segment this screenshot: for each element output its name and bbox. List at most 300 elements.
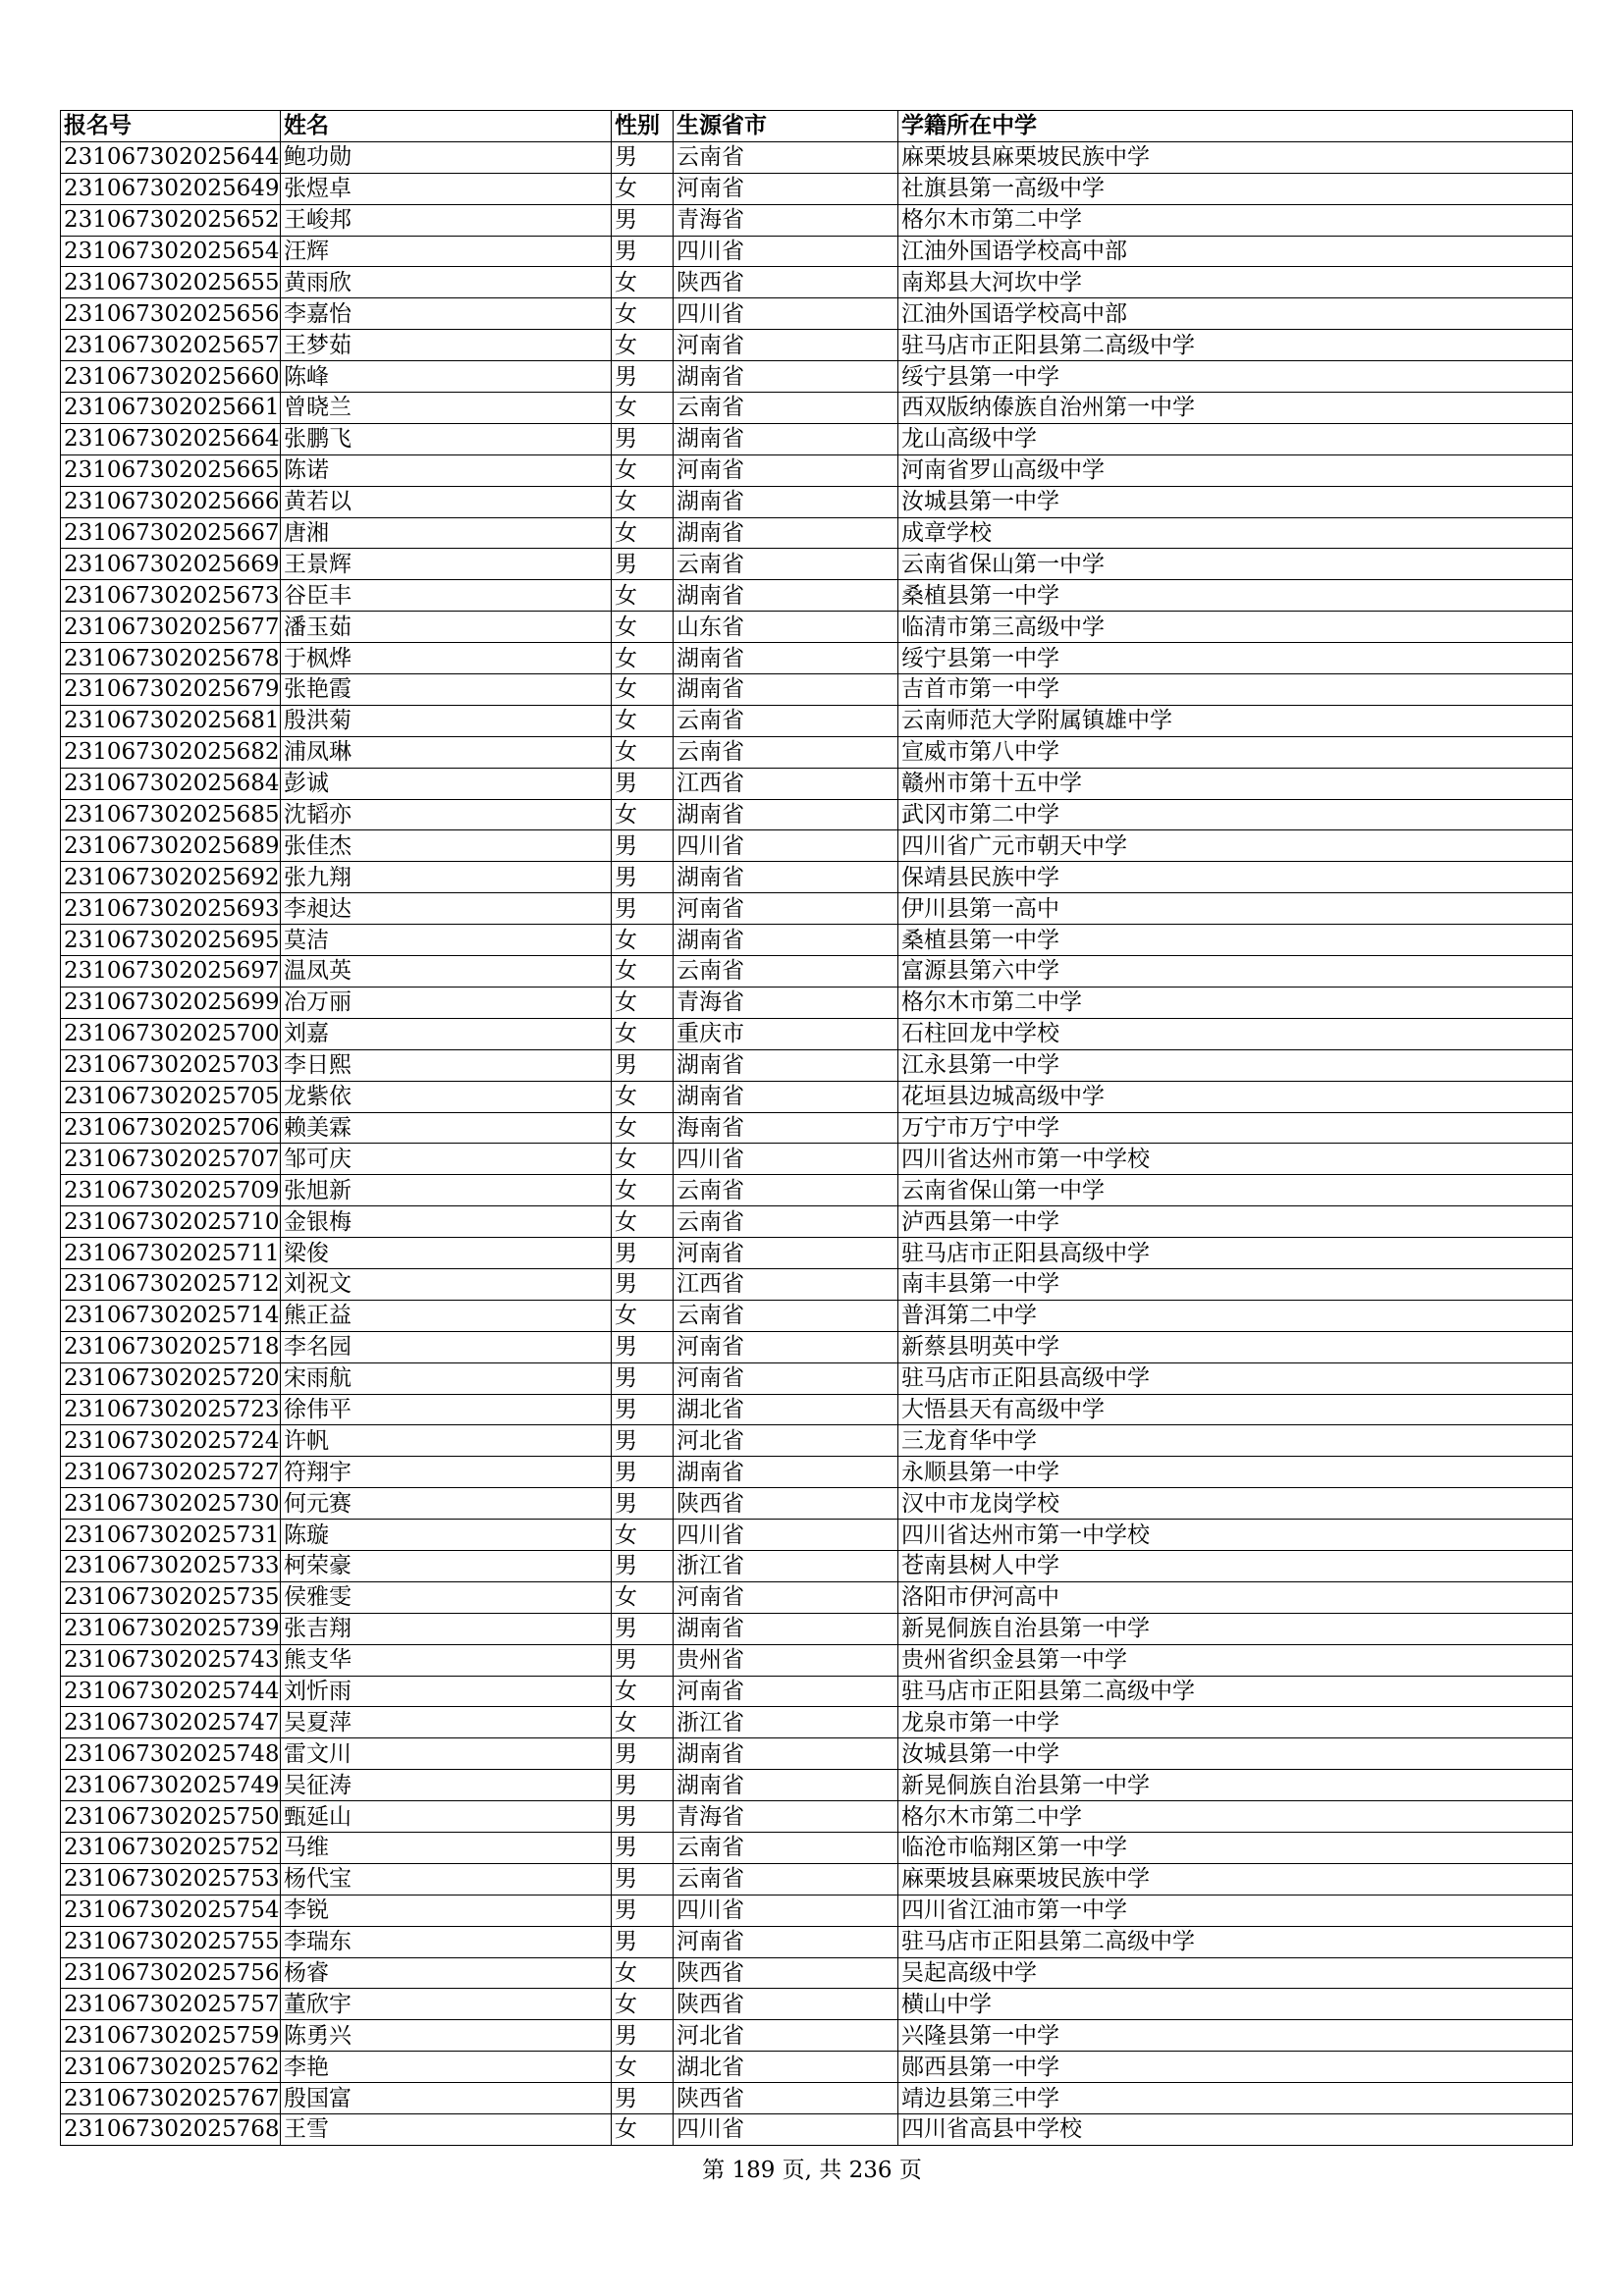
name-cell: 刘忻雨 <box>281 1676 612 1707</box>
table-row <box>61 204 1573 236</box>
table-row <box>61 925 1573 956</box>
registration-number-cell: 231067302025752 <box>61 1832 281 1863</box>
province-cell: 云南省 <box>674 705 898 736</box>
name-cell: 龙紫依 <box>281 1081 612 1112</box>
table-row <box>61 1268 1573 1300</box>
header-registration-number: 报名号 <box>61 111 281 142</box>
province-cell: 河南省 <box>674 454 898 486</box>
registration-number-cell: 231067302025712 <box>61 1268 281 1300</box>
table-row <box>61 1238 1573 1269</box>
name-cell: 马维 <box>281 1832 612 1863</box>
table-row <box>61 1488 1573 1520</box>
school-cell: 汉中市龙岗学校 <box>898 1488 1573 1520</box>
school-cell: 永顺县第一中学 <box>898 1457 1573 1488</box>
school-cell: 四川省达州市第一中学校 <box>898 1520 1573 1551</box>
table-row <box>61 1613 1573 1644</box>
province-cell: 河南省 <box>674 1238 898 1269</box>
name-cell: 潘玉茹 <box>281 612 612 643</box>
gender-cell: 男 <box>612 1832 674 1863</box>
name-cell: 杨代宝 <box>281 1863 612 1895</box>
school-cell: 江油外国语学校高中部 <box>898 236 1573 267</box>
school-cell: 临沧市临翔区第一中学 <box>898 1832 1573 1863</box>
table-row <box>61 141 1573 173</box>
table-row <box>61 1457 1573 1488</box>
province-cell: 湖北省 <box>674 1394 898 1425</box>
school-cell: 四川省江油市第一中学 <box>898 1895 1573 1926</box>
gender-cell: 男 <box>612 1488 674 1520</box>
school-cell: 四川省广元市朝天中学 <box>898 830 1573 862</box>
school-cell: 绥宁县第一中学 <box>898 361 1573 393</box>
registration-number-cell: 231067302025754 <box>61 1895 281 1926</box>
province-cell: 四川省 <box>674 1520 898 1551</box>
school-cell: 驻马店市正阳县第二高级中学 <box>898 1926 1573 1957</box>
school-cell: 吴起高级中学 <box>898 1957 1573 1989</box>
province-cell: 河南省 <box>674 893 898 925</box>
province-cell: 云南省 <box>674 1863 898 1895</box>
header-school: 学籍所在中学 <box>898 111 1573 142</box>
table-row <box>61 768 1573 799</box>
school-cell: 泸西县第一中学 <box>898 1206 1573 1238</box>
registration-number-cell: 231067302025664 <box>61 423 281 454</box>
name-cell: 梁俊 <box>281 1238 612 1269</box>
gender-cell: 男 <box>612 236 674 267</box>
school-cell: 格尔木市第二中学 <box>898 1801 1573 1833</box>
province-cell: 湖南省 <box>674 486 898 517</box>
school-cell: 苍南县树人中学 <box>898 1550 1573 1581</box>
gender-cell: 女 <box>612 1676 674 1707</box>
province-cell: 重庆市 <box>674 1018 898 1049</box>
province-cell: 湖南省 <box>674 799 898 830</box>
registration-number-cell: 231067302025666 <box>61 486 281 517</box>
school-cell: 四川省达州市第一中学校 <box>898 1144 1573 1175</box>
gender-cell: 男 <box>612 1550 674 1581</box>
table-row <box>61 1989 1573 2020</box>
table-row <box>61 1394 1573 1425</box>
gender-cell: 男 <box>612 204 674 236</box>
registration-number-cell: 231067302025660 <box>61 361 281 393</box>
registration-number-cell: 231067302025768 <box>61 2114 281 2146</box>
header-name: 姓名 <box>281 111 612 142</box>
province-cell: 河南省 <box>674 1331 898 1362</box>
school-cell: 新蔡县明英中学 <box>898 1331 1573 1362</box>
name-cell: 柯荣豪 <box>281 1550 612 1581</box>
registration-number-cell: 231067302025665 <box>61 454 281 486</box>
table-row <box>61 1206 1573 1238</box>
registration-number-cell: 231067302025739 <box>61 1613 281 1644</box>
name-cell: 何元赛 <box>281 1488 612 1520</box>
table-row <box>61 517 1573 549</box>
registration-number-cell: 231067302025753 <box>61 1863 281 1895</box>
registration-number-cell: 231067302025644 <box>61 141 281 173</box>
registration-number-cell: 231067302025750 <box>61 1801 281 1833</box>
school-cell: 桑植县第一中学 <box>898 925 1573 956</box>
registration-number-cell: 231067302025720 <box>61 1362 281 1394</box>
registration-number-cell: 231067302025681 <box>61 705 281 736</box>
province-cell: 陕西省 <box>674 2083 898 2114</box>
table-row <box>61 423 1573 454</box>
province-cell: 四川省 <box>674 1895 898 1926</box>
province-cell: 云南省 <box>674 1832 898 1863</box>
school-cell: 兴隆县第一中学 <box>898 2020 1573 2052</box>
table-row <box>61 1081 1573 1112</box>
gender-cell: 女 <box>612 612 674 643</box>
name-cell: 金银梅 <box>281 1206 612 1238</box>
name-cell: 王雪 <box>281 2114 612 2146</box>
name-cell: 熊支华 <box>281 1644 612 1676</box>
province-cell: 河南省 <box>674 173 898 204</box>
name-cell: 鲍功勋 <box>281 141 612 173</box>
gender-cell: 男 <box>612 862 674 893</box>
table-row <box>61 1300 1573 1331</box>
name-cell: 张煜卓 <box>281 173 612 204</box>
name-cell: 张旭新 <box>281 1175 612 1206</box>
name-cell: 张佳杰 <box>281 830 612 862</box>
table-row <box>61 1175 1573 1206</box>
gender-cell: 女 <box>612 1957 674 1989</box>
table-row <box>61 1832 1573 1863</box>
province-cell: 湖南省 <box>674 1770 898 1801</box>
name-cell: 董欣宇 <box>281 1989 612 2020</box>
province-cell: 云南省 <box>674 1206 898 1238</box>
province-cell: 青海省 <box>674 1801 898 1833</box>
registration-number-cell: 231067302025731 <box>61 1520 281 1551</box>
table-row <box>61 1049 1573 1081</box>
name-cell: 于枫烨 <box>281 643 612 674</box>
name-cell: 李锐 <box>281 1895 612 1926</box>
name-cell: 冶万丽 <box>281 987 612 1018</box>
gender-cell: 男 <box>612 1331 674 1362</box>
gender-cell: 男 <box>612 1425 674 1457</box>
school-cell: 富源县第六中学 <box>898 956 1573 988</box>
gender-cell: 女 <box>612 2052 674 2083</box>
gender-cell: 男 <box>612 2020 674 2052</box>
name-cell: 李嘉怡 <box>281 298 612 330</box>
name-cell: 熊正益 <box>281 1300 612 1331</box>
registration-number-cell: 231067302025749 <box>61 1770 281 1801</box>
table-row <box>61 830 1573 862</box>
name-cell: 张艳霞 <box>281 674 612 706</box>
gender-cell: 女 <box>612 393 674 424</box>
name-cell: 陈勇兴 <box>281 2020 612 2052</box>
school-cell: 四川省高县中学校 <box>898 2114 1573 2146</box>
province-cell: 湖南省 <box>674 1049 898 1081</box>
registration-number-cell: 231067302025709 <box>61 1175 281 1206</box>
registration-number-cell: 231067302025703 <box>61 1049 281 1081</box>
province-cell: 湖北省 <box>674 2052 898 2083</box>
gender-cell: 男 <box>612 1895 674 1926</box>
province-cell: 四川省 <box>674 298 898 330</box>
school-cell: 驻马店市正阳县第二高级中学 <box>898 330 1573 361</box>
table-row <box>61 1738 1573 1770</box>
table-row <box>61 1581 1573 1613</box>
registration-number-cell: 231067302025657 <box>61 330 281 361</box>
gender-cell: 女 <box>612 643 674 674</box>
name-cell: 曾晓兰 <box>281 393 612 424</box>
page-footer: 第 189 页, 共 236 页 <box>702 2158 922 2183</box>
gender-cell: 男 <box>612 1738 674 1770</box>
province-cell: 陕西省 <box>674 267 898 298</box>
name-cell: 陈峰 <box>281 361 612 393</box>
school-cell: 贵州省织金县第一中学 <box>898 1644 1573 1676</box>
table-row <box>61 1770 1573 1801</box>
gender-cell: 女 <box>612 298 674 330</box>
gender-cell: 男 <box>612 893 674 925</box>
header-gender: 性别 <box>612 111 674 142</box>
province-cell: 江西省 <box>674 768 898 799</box>
name-cell: 黄若以 <box>281 486 612 517</box>
gender-cell: 女 <box>612 1581 674 1613</box>
registration-number-cell: 231067302025677 <box>61 612 281 643</box>
name-cell: 温凤英 <box>281 956 612 988</box>
name-cell: 邹可庆 <box>281 1144 612 1175</box>
school-cell: 成章学校 <box>898 517 1573 549</box>
name-cell: 李日熙 <box>281 1049 612 1081</box>
gender-cell: 男 <box>612 1770 674 1801</box>
name-cell: 殷国富 <box>281 2083 612 2114</box>
table-row <box>61 643 1573 674</box>
school-cell: 汝城县第一中学 <box>898 1738 1573 1770</box>
table-row <box>61 580 1573 612</box>
table-row <box>61 454 1573 486</box>
province-cell: 青海省 <box>674 204 898 236</box>
province-cell: 云南省 <box>674 141 898 173</box>
gender-cell: 男 <box>612 1268 674 1300</box>
registration-number-cell: 231067302025673 <box>61 580 281 612</box>
school-cell: 麻栗坡县麻栗坡民族中学 <box>898 1863 1573 1895</box>
school-cell: 花垣县边城高级中学 <box>898 1081 1573 1112</box>
registration-number-cell: 231067302025762 <box>61 2052 281 2083</box>
school-cell: 新晃侗族自治县第一中学 <box>898 1613 1573 1644</box>
registration-number-cell: 231067302025727 <box>61 1457 281 1488</box>
gender-cell: 女 <box>612 674 674 706</box>
school-cell: 普洱第二中学 <box>898 1300 1573 1331</box>
table-row <box>61 862 1573 893</box>
school-cell: 驻马店市正阳县高级中学 <box>898 1238 1573 1269</box>
gender-cell: 男 <box>612 361 674 393</box>
school-cell: 洛阳市伊河高中 <box>898 1581 1573 1613</box>
province-cell: 四川省 <box>674 236 898 267</box>
registration-number-cell: 231067302025714 <box>61 1300 281 1331</box>
gender-cell: 男 <box>612 1613 674 1644</box>
school-cell: 三龙育华中学 <box>898 1425 1573 1457</box>
name-cell: 李昶达 <box>281 893 612 925</box>
table-row <box>61 1926 1573 1957</box>
table-row <box>61 1957 1573 1989</box>
province-cell: 湖南省 <box>674 517 898 549</box>
school-cell: 绥宁县第一中学 <box>898 643 1573 674</box>
province-cell: 河南省 <box>674 1676 898 1707</box>
registration-number-cell: 231067302025710 <box>61 1206 281 1238</box>
gender-cell: 女 <box>612 330 674 361</box>
gender-cell: 男 <box>612 1926 674 1957</box>
name-cell: 唐湘 <box>281 517 612 549</box>
school-cell: 龙山高级中学 <box>898 423 1573 454</box>
province-cell: 浙江省 <box>674 1707 898 1738</box>
table-header-row <box>61 111 1573 142</box>
school-cell: 伊川县第一高中 <box>898 893 1573 925</box>
gender-cell: 男 <box>612 423 674 454</box>
table-body <box>61 141 1573 2145</box>
gender-cell: 女 <box>612 1081 674 1112</box>
registration-number-cell: 231067302025695 <box>61 925 281 956</box>
registration-number-cell: 231067302025689 <box>61 830 281 862</box>
gender-cell: 女 <box>612 799 674 830</box>
gender-cell: 女 <box>612 1206 674 1238</box>
gender-cell: 男 <box>612 2083 674 2114</box>
school-cell: 江永县第一中学 <box>898 1049 1573 1081</box>
name-cell: 张九翔 <box>281 862 612 893</box>
table-row <box>61 1863 1573 1895</box>
school-cell: 龙泉市第一中学 <box>898 1707 1573 1738</box>
registration-number-cell: 231067302025682 <box>61 736 281 768</box>
registration-number-cell: 231067302025679 <box>61 674 281 706</box>
table-row <box>61 236 1573 267</box>
registration-number-cell: 231067302025748 <box>61 1738 281 1770</box>
table-row <box>61 1331 1573 1362</box>
gender-cell: 女 <box>612 454 674 486</box>
name-cell: 甄延山 <box>281 1801 612 1833</box>
registration-number-cell: 231067302025699 <box>61 987 281 1018</box>
province-cell: 云南省 <box>674 1175 898 1206</box>
province-cell: 陕西省 <box>674 1488 898 1520</box>
gender-cell: 女 <box>612 517 674 549</box>
province-cell: 湖南省 <box>674 925 898 956</box>
name-cell: 刘嘉 <box>281 1018 612 1049</box>
province-cell: 云南省 <box>674 549 898 580</box>
name-cell: 沈韬亦 <box>281 799 612 830</box>
registration-number-cell: 231067302025706 <box>61 1112 281 1144</box>
gender-cell: 女 <box>612 736 674 768</box>
gender-cell: 男 <box>612 1801 674 1833</box>
name-cell: 浦凤琳 <box>281 736 612 768</box>
table-row <box>61 612 1573 643</box>
name-cell: 徐伟平 <box>281 1394 612 1425</box>
table-row <box>61 486 1573 517</box>
registration-number-cell: 231067302025649 <box>61 173 281 204</box>
table-row <box>61 956 1573 988</box>
name-cell: 彭诚 <box>281 768 612 799</box>
registration-number-cell: 231067302025693 <box>61 893 281 925</box>
school-cell: 西双版纳傣族自治州第一中学 <box>898 393 1573 424</box>
name-cell: 吴夏萍 <box>281 1707 612 1738</box>
registration-number-cell: 231067302025767 <box>61 2083 281 2114</box>
table-row <box>61 1018 1573 1049</box>
province-cell: 云南省 <box>674 1300 898 1331</box>
name-cell: 陈璇 <box>281 1520 612 1551</box>
school-cell: 格尔木市第二中学 <box>898 987 1573 1018</box>
gender-cell: 女 <box>612 925 674 956</box>
province-cell: 河北省 <box>674 1425 898 1457</box>
province-cell: 湖南省 <box>674 423 898 454</box>
registration-number-cell: 231067302025669 <box>61 549 281 580</box>
name-cell: 张吉翔 <box>281 1613 612 1644</box>
registration-number-cell: 231067302025747 <box>61 1707 281 1738</box>
header-province: 生源省市 <box>674 111 898 142</box>
table-row <box>61 298 1573 330</box>
province-cell: 四川省 <box>674 1144 898 1175</box>
school-cell: 大悟县天有高级中学 <box>898 1394 1573 1425</box>
school-cell: 社旗县第一高级中学 <box>898 173 1573 204</box>
school-cell: 江油外国语学校高中部 <box>898 298 1573 330</box>
province-cell: 湖南省 <box>674 862 898 893</box>
school-cell: 驻马店市正阳县高级中学 <box>898 1362 1573 1394</box>
table-row <box>61 987 1573 1018</box>
school-cell: 新晃侗族自治县第一中学 <box>898 1770 1573 1801</box>
table-row <box>61 330 1573 361</box>
table-row <box>61 1550 1573 1581</box>
gender-cell: 女 <box>612 173 674 204</box>
province-cell: 云南省 <box>674 393 898 424</box>
province-cell: 四川省 <box>674 2114 898 2146</box>
registration-number-cell: 231067302025667 <box>61 517 281 549</box>
school-cell: 赣州市第十五中学 <box>898 768 1573 799</box>
province-cell: 陕西省 <box>674 1989 898 2020</box>
admission-list-table <box>60 110 1573 2146</box>
name-cell: 吴征涛 <box>281 1770 612 1801</box>
name-cell: 殷洪菊 <box>281 705 612 736</box>
name-cell: 宋雨航 <box>281 1362 612 1394</box>
table-row <box>61 893 1573 925</box>
table-row <box>61 736 1573 768</box>
name-cell: 符翔宇 <box>281 1457 612 1488</box>
registration-number-cell: 231067302025730 <box>61 1488 281 1520</box>
name-cell: 李艳 <box>281 2052 612 2083</box>
gender-cell: 男 <box>612 1394 674 1425</box>
table-row <box>61 1644 1573 1676</box>
registration-number-cell: 231067302025756 <box>61 1957 281 1989</box>
gender-cell: 男 <box>612 549 674 580</box>
gender-cell: 女 <box>612 1707 674 1738</box>
registration-number-cell: 231067302025744 <box>61 1676 281 1707</box>
school-cell: 石柱回龙中学校 <box>898 1018 1573 1049</box>
gender-cell: 女 <box>612 486 674 517</box>
registration-number-cell: 231067302025697 <box>61 956 281 988</box>
registration-number-cell: 231067302025743 <box>61 1644 281 1676</box>
table-row <box>61 1895 1573 1926</box>
table-row <box>61 1425 1573 1457</box>
province-cell: 湖南省 <box>674 674 898 706</box>
name-cell: 杨睿 <box>281 1957 612 1989</box>
name-cell: 雷文川 <box>281 1738 612 1770</box>
name-cell: 李瑞东 <box>281 1926 612 1957</box>
gender-cell: 女 <box>612 956 674 988</box>
school-cell: 云南师范大学附属镇雄中学 <box>898 705 1573 736</box>
school-cell: 横山中学 <box>898 1989 1573 2020</box>
gender-cell: 女 <box>612 267 674 298</box>
province-cell: 云南省 <box>674 736 898 768</box>
school-cell: 万宁市万宁中学 <box>898 1112 1573 1144</box>
registration-number-cell: 231067302025757 <box>61 1989 281 2020</box>
gender-cell: 女 <box>612 580 674 612</box>
registration-number-cell: 231067302025724 <box>61 1425 281 1457</box>
registration-number-cell: 231067302025685 <box>61 799 281 830</box>
province-cell: 四川省 <box>674 830 898 862</box>
province-cell: 山东省 <box>674 612 898 643</box>
province-cell: 陕西省 <box>674 1957 898 1989</box>
gender-cell: 男 <box>612 1457 674 1488</box>
table-row <box>61 1362 1573 1394</box>
table-row <box>61 705 1573 736</box>
registration-number-cell: 231067302025718 <box>61 1331 281 1362</box>
registration-number-cell: 231067302025711 <box>61 1238 281 1269</box>
school-cell: 驻马店市正阳县第二高级中学 <box>898 1676 1573 1707</box>
school-cell: 郧西县第一中学 <box>898 2052 1573 2083</box>
province-cell: 河南省 <box>674 1362 898 1394</box>
province-cell: 江西省 <box>674 1268 898 1300</box>
table-row <box>61 2083 1573 2114</box>
province-cell: 湖南省 <box>674 1081 898 1112</box>
name-cell: 侯雅雯 <box>281 1581 612 1613</box>
